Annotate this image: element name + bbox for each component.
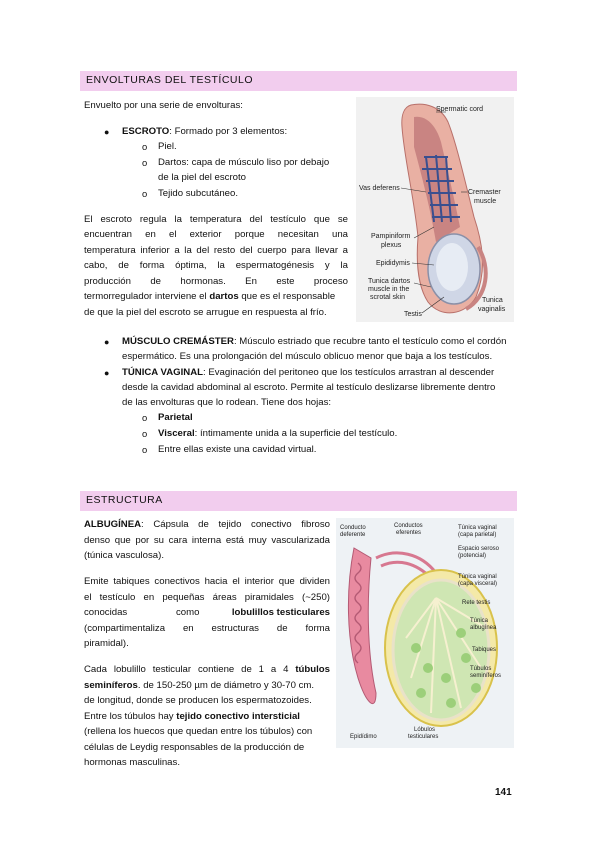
svg-text:Pampiniform: Pampiniform [371,233,411,240]
escroto-sub-1: Piel. [158,141,177,152]
spermatic-cord-figure [356,97,514,322]
bullet-icon: ● [104,337,110,347]
svg-text:Túbulos: Túbulos [470,666,492,672]
page-number: 141 [495,787,512,798]
vaginal-sub-parietal: Parietal [158,412,193,423]
vaginal-item: TÚNICA VAGINAL: Evaginación del peritoneo que los testículos arrastran al descender [122,367,495,378]
svg-text:Epidídimo: Epidídimo [350,734,377,740]
svg-text:Tabiques: Tabiques [472,647,497,653]
svg-text:Conductos: Conductos [394,523,423,529]
svg-text:muscle: muscle [474,198,497,205]
sub-bullet-icon: o [142,188,148,199]
svg-text:vaginalis: vaginalis [478,306,506,313]
svg-text:Túnica vaginal: Túnica vaginal [458,574,497,580]
svg-text:Tunica: Tunica [482,297,503,304]
svg-text:Conducto: Conducto [340,525,366,531]
vaginal-sub-entre: Entre ellas existe una cavidad virtual. [158,444,317,455]
svg-text:(potencial): (potencial) [458,553,487,559]
section-header-estructura [80,491,517,511]
svg-text:(capa parietal): (capa parietal) [458,532,497,538]
lobulillos-term: lobulillos testiculares [231,607,330,618]
escroto-sub-2-cont: de la piel del escroto [158,172,246,183]
escroto-item: ESCROTO: Formado por 3 elementos: [122,126,288,137]
sub-bullet-icon: o [142,444,148,455]
escroto-sub-3: Tejido subcutáneo. [158,188,239,199]
svg-text:testiculares: testiculares [408,734,439,740]
escroto-sub-2: Dartos: capa de músculo liso por debajo [158,157,330,168]
sub-bullet-icon: o [142,412,148,423]
cremaster-item-cont: espermático. Es una prolongación del músculo oblicuo menor que baja a los testículos. [122,351,493,362]
svg-text:scrotal skin: scrotal skin [370,294,406,301]
vaginal-sub-visceral: Visceral: íntimamente unida a la superficie del testículo. [158,428,398,439]
svg-text:Epididymis: Epididymis [376,260,410,267]
svg-text:plexus: plexus [381,242,402,249]
svg-text:Tunica dartos: Tunica dartos [368,278,411,285]
sub-bullet-icon: o [142,428,148,439]
vaginal-item-cont: desde la cavidad abdominal al escroto. Permite al testículo deslizarse libremente dentro [122,382,496,393]
svg-text:seminíferos: seminíferos [470,673,502,679]
intro-text: Envuelto por una serie de envolturas: [84,100,243,111]
svg-text:Túnica vaginal: Túnica vaginal [458,525,497,531]
bullet-icon: ● [104,127,110,137]
testis-structure-figure [336,518,514,748]
svg-text:albugínea: albugínea [470,625,497,631]
sub-bullet-icon: o [142,141,148,152]
section-title: ENVOLTURAS DEL TESTÍCULO [86,74,254,86]
vaginal-item-cont: de las envolturas que lo rodean. Tiene dos hojas: [122,397,332,408]
svg-text:Rete testis: Rete testis [462,600,491,606]
bullet-icon: ● [104,368,110,378]
svg-text:Testis: Testis [404,311,422,318]
svg-text:deferente: deferente [340,532,366,538]
svg-text:muscle in the: muscle in the [368,286,410,293]
cremaster-item: MÚSCULO CREMÁSTER: Músculo estriado que recubre tanto el testículo como el cordón [122,336,507,347]
svg-text:Vas deferens: Vas deferens [359,185,400,192]
sub-bullet-icon: o [142,157,148,168]
svg-text:Lóbulos: Lóbulos [414,727,436,733]
svg-text:eferentes: eferentes [396,530,422,536]
section-title: ESTRUCTURA [86,494,163,506]
svg-text:Espacio seroso: Espacio seroso [458,546,500,552]
svg-text:Spermatic cord: Spermatic cord [436,106,484,113]
svg-text:Túnica: Túnica [470,618,489,624]
section-header-envolturas [80,71,517,91]
svg-text:(capa visceral): (capa visceral) [458,581,498,587]
svg-text:Cremaster: Cremaster [468,189,501,196]
